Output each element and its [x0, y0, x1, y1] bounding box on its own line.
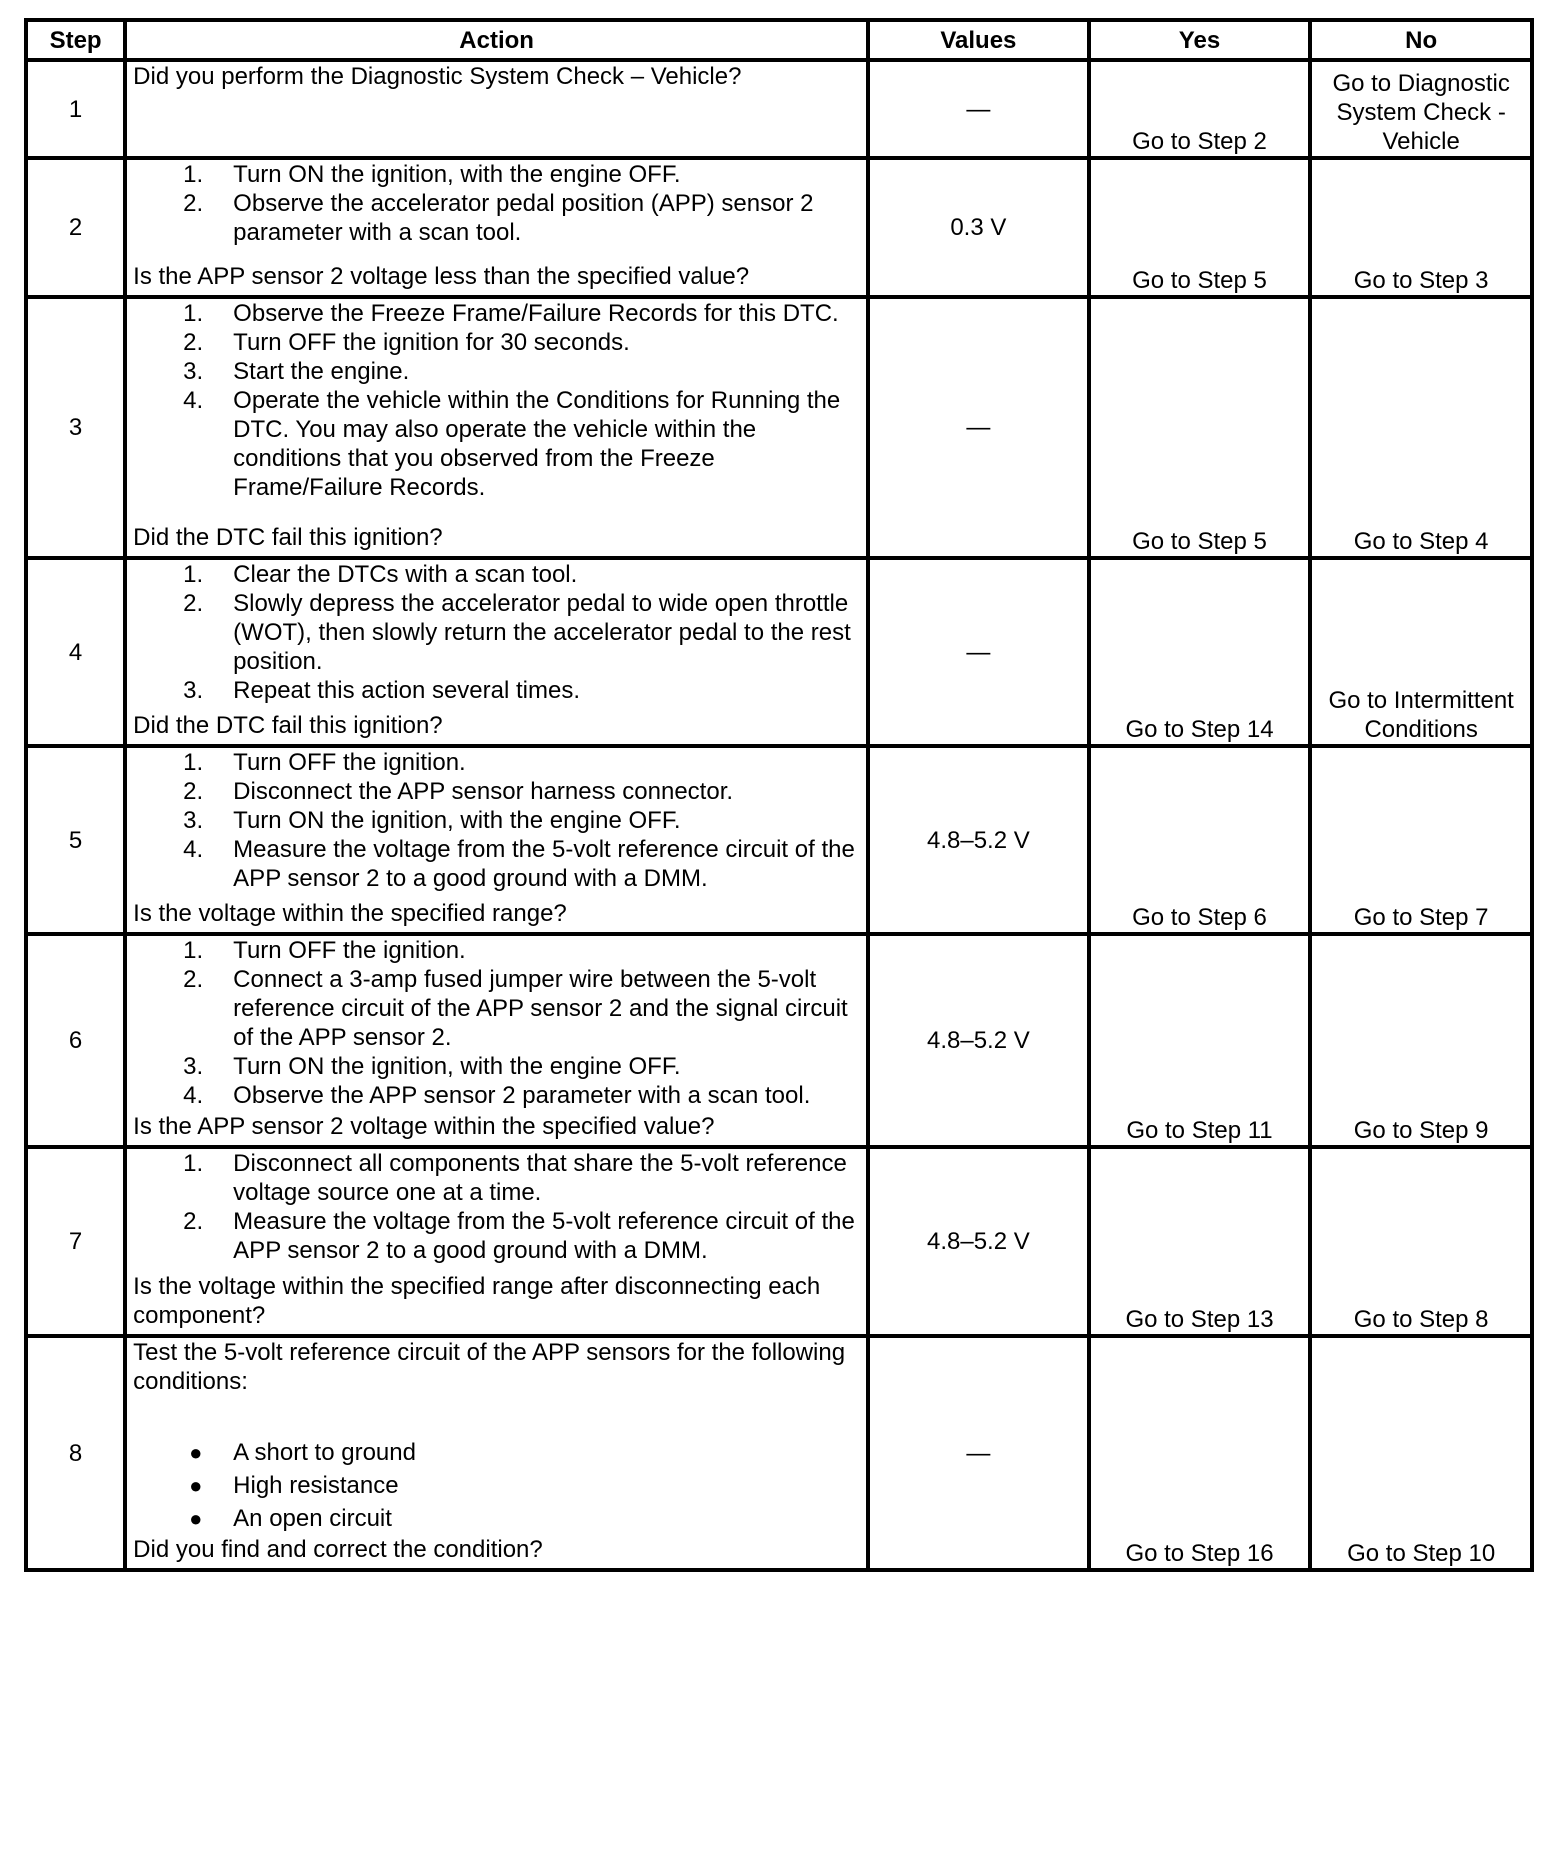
table-row [26, 746, 1532, 934]
yes-cell: Go to Step 2 [1089, 60, 1311, 158]
instruction-text: Clear the DTCs with a scan tool. [233, 561, 578, 588]
instruction-number: 1. [183, 749, 204, 776]
instruction-list [133, 1149, 860, 1265]
values-cell: 4.8–5.2 V [868, 1147, 1089, 1336]
instruction-number: 4. [183, 1082, 204, 1109]
table-row [26, 934, 1532, 1147]
instruction-number: 1. [183, 161, 204, 188]
table-row [26, 1147, 1532, 1336]
action-content [133, 748, 860, 928]
action-cell [125, 1336, 868, 1570]
yes-cell: Go to Step 5 [1089, 297, 1311, 558]
instruction-item [133, 589, 860, 676]
condition-text: A short to ground [233, 1439, 416, 1466]
step-number: 2 [26, 158, 125, 297]
instruction-item [133, 777, 860, 806]
action-question: Is the APP sensor 2 voltage within the specified value? [133, 1113, 715, 1140]
header-yes: Yes [1089, 20, 1311, 60]
instruction-text: Connect a 3-amp fused jumper wire between the 5-volt reference circuit of the APP sensor 2 and the signal circuit of the APP sensor 2. [233, 966, 848, 1051]
header-no: No [1310, 20, 1532, 60]
condition-text: High resistance [233, 1472, 399, 1499]
action-question: Is the APP sensor 2 voltage less than the specified value? [133, 263, 750, 290]
instruction-item [133, 1052, 860, 1081]
instruction-item [133, 357, 860, 386]
action-cell [125, 60, 868, 158]
instruction-item [133, 560, 860, 589]
action-instructions [133, 299, 860, 502]
instruction-item [133, 748, 860, 777]
values-cell: 0.3 V [868, 158, 1089, 297]
action-intro: Did you perform the Diagnostic System Check – Vehicle? [133, 63, 742, 90]
values-cell: — [868, 297, 1089, 558]
instruction-number: 1. [183, 300, 204, 327]
instruction-text: Observe the accelerator pedal position (APP) sensor 2 parameter with a scan tool. [233, 190, 814, 246]
step-number: 8 [26, 1336, 125, 1570]
instruction-number: 2. [183, 590, 204, 617]
instruction-number: 3. [183, 1053, 204, 1080]
action-content [133, 299, 860, 552]
no-cell: Go to Diagnostic System Check - Vehicle [1310, 60, 1532, 158]
instruction-text: Measure the voltage from the 5-volt reference circuit of the APP sensor 2 to a good ground with a DMM. [233, 836, 855, 892]
action-instructions [133, 1149, 860, 1265]
action-content [133, 560, 860, 740]
table-row [26, 297, 1532, 558]
instruction-text: Turn OFF the ignition. [233, 749, 466, 776]
action-intro: Test the 5-volt reference circuit of the APP sensors for the following conditions: [133, 1339, 846, 1395]
instruction-list [133, 936, 860, 1110]
bullet-icon: ● [189, 1506, 203, 1531]
instruction-item [133, 965, 860, 1052]
action-content [133, 160, 860, 291]
instruction-number: 2. [183, 190, 204, 217]
action-cell [125, 1147, 868, 1336]
table-row [26, 158, 1532, 297]
no-cell: Go to Step 3 [1310, 158, 1532, 297]
action-question: Did the DTC fail this ignition? [133, 524, 443, 551]
action-content [133, 62, 860, 152]
instruction-text: Slowly depress the accelerator pedal to wide open throttle (WOT), then slowly return the accelerator pedal to the rest position. [233, 590, 851, 675]
values-cell: 4.8–5.2 V [868, 746, 1089, 934]
no-cell: Go to Step 4 [1310, 297, 1532, 558]
step-number: 5 [26, 746, 125, 934]
instruction-item [133, 328, 860, 357]
step-number: 6 [26, 934, 125, 1147]
instruction-number: 1. [183, 561, 204, 588]
bullet-icon: ● [189, 1473, 203, 1498]
condition-list [133, 1436, 860, 1535]
no-cell: Go to Step 7 [1310, 746, 1532, 934]
yes-cell: Go to Step 11 [1089, 934, 1311, 1147]
instruction-text: Turn OFF the ignition for 30 seconds. [233, 329, 630, 356]
values-cell: — [868, 1336, 1089, 1570]
no-cell: Go to Step 8 [1310, 1147, 1532, 1336]
action-question: Is the voltage within the specified range? [133, 900, 567, 927]
no-cell: Go to Step 9 [1310, 934, 1532, 1147]
instruction-list [133, 560, 860, 705]
action-instructions [133, 160, 860, 247]
instruction-item [133, 936, 860, 965]
instruction-list [133, 160, 860, 247]
no-cell: Go to Step 10 [1310, 1336, 1532, 1570]
instruction-item [133, 835, 860, 893]
action-cell [125, 297, 868, 558]
action-cell [125, 158, 868, 297]
action-instructions [133, 748, 860, 893]
instruction-number: 3. [183, 677, 204, 704]
instruction-item [133, 386, 860, 502]
action-question: Did you find and correct the condition? [133, 1536, 543, 1563]
instruction-item [133, 676, 860, 705]
instruction-text: Disconnect all components that share the 5-volt reference voltage source one at a time. [233, 1150, 847, 1206]
condition-item [133, 1502, 860, 1535]
instruction-item [133, 160, 860, 189]
instruction-number: 4. [183, 387, 204, 414]
action-instructions [133, 560, 860, 705]
instruction-item [133, 1081, 860, 1110]
yes-cell: Go to Step 16 [1089, 1336, 1311, 1570]
values-cell: — [868, 60, 1089, 158]
condition-item [133, 1436, 860, 1469]
yes-cell: Go to Step 5 [1089, 158, 1311, 297]
action-content [133, 1338, 860, 1564]
condition-item [133, 1469, 860, 1502]
instruction-item [133, 1149, 860, 1207]
no-cell: Go to Intermittent Conditions [1310, 558, 1532, 746]
step-number: 7 [26, 1147, 125, 1336]
instruction-text: Disconnect the APP sensor harness connector. [233, 778, 734, 805]
diagnostic-table [24, 18, 1534, 1572]
condition-text: An open circuit [233, 1505, 392, 1532]
instruction-number: 2. [183, 966, 204, 993]
table-row [26, 60, 1532, 158]
instruction-text: Observe the Freeze Frame/Failure Records for this DTC. [233, 300, 839, 327]
action-cell [125, 934, 868, 1147]
instruction-number: 3. [183, 807, 204, 834]
action-cell [125, 746, 868, 934]
yes-cell: Go to Step 13 [1089, 1147, 1311, 1336]
instruction-text: Turn ON the ignition, with the engine OFF. [233, 807, 681, 834]
values-cell: — [868, 558, 1089, 746]
action-cell [125, 558, 868, 746]
instruction-item [133, 1207, 860, 1265]
action-instructions [133, 936, 860, 1110]
table-row [26, 558, 1532, 746]
instruction-list [133, 748, 860, 893]
values-cell: 4.8–5.2 V [868, 934, 1089, 1147]
instruction-number: 2. [183, 778, 204, 805]
action-content [133, 1149, 860, 1330]
action-question: Did the DTC fail this ignition? [133, 712, 443, 739]
instruction-text: Observe the APP sensor 2 parameter with a scan tool. [233, 1082, 811, 1109]
instruction-text: Turn ON the ignition, with the engine OFF. [233, 161, 681, 188]
header-values: Values [868, 20, 1089, 60]
instruction-item [133, 806, 860, 835]
action-instructions [133, 62, 860, 91]
yes-cell: Go to Step 14 [1089, 558, 1311, 746]
instruction-number: 4. [183, 836, 204, 863]
step-number: 3 [26, 297, 125, 558]
instruction-text: Turn ON the ignition, with the engine OFF. [233, 1053, 681, 1080]
instruction-item [133, 299, 860, 328]
yes-cell: Go to Step 6 [1089, 746, 1311, 934]
instruction-number: 1. [183, 1150, 204, 1177]
action-instructions [133, 1338, 860, 1535]
instruction-item [133, 189, 860, 247]
instruction-number: 3. [183, 358, 204, 385]
instruction-number: 2. [183, 1208, 204, 1235]
step-number: 1 [26, 60, 125, 158]
header-step: Step [26, 20, 125, 60]
instruction-number: 2. [183, 329, 204, 356]
instruction-text: Turn OFF the ignition. [233, 937, 466, 964]
header-action: Action [125, 20, 868, 60]
instruction-list [133, 299, 860, 502]
instruction-text: Repeat this action several times. [233, 677, 580, 704]
action-question: Is the voltage within the specified range after disconnecting each component? [133, 1273, 821, 1329]
step-number: 4 [26, 558, 125, 746]
instruction-text: Operate the vehicle within the Conditions for Running the DTC. You may also operate the vehicle within the conditions that you observed from the Freeze Frame/Failure Records. [233, 387, 841, 501]
instruction-number: 1. [183, 937, 204, 964]
instruction-text: Measure the voltage from the 5-volt reference circuit of the APP sensor 2 to a good ground with a DMM. [233, 1208, 855, 1264]
table-row [26, 1336, 1532, 1570]
instruction-text: Start the engine. [233, 358, 410, 385]
bullet-icon: ● [189, 1440, 203, 1465]
action-content [133, 936, 860, 1141]
header-row [26, 20, 1532, 60]
